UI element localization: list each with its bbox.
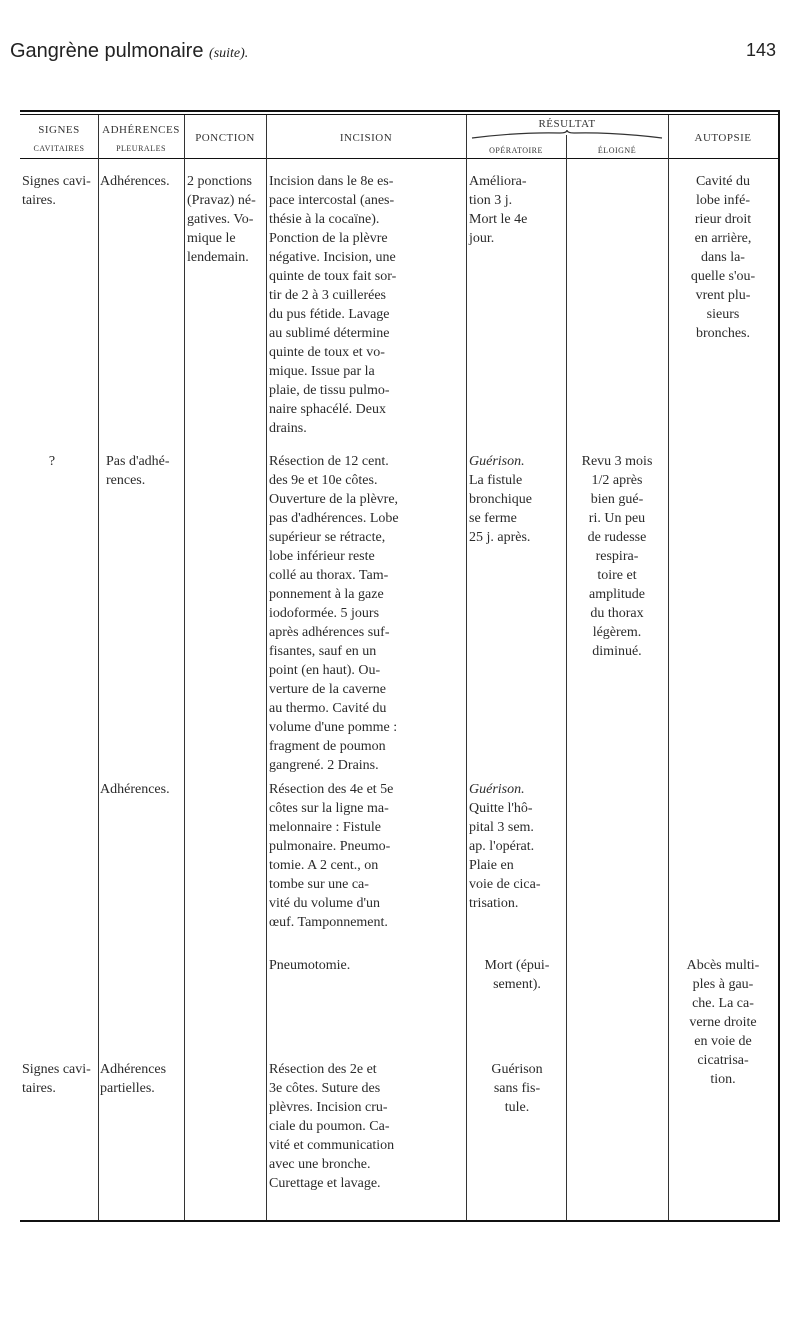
- result-detail: Quitte l'hô- pital 3 sem. ap. l'opérat. Plaie en voie de cica- trisation.: [469, 801, 541, 911]
- col-header-ponction-label: PONCTION: [195, 132, 255, 144]
- right-border: [778, 110, 780, 1222]
- col-header-incision: [266, 132, 466, 144]
- col-header-adherences: [98, 124, 184, 153]
- cell-signes: Signes cavi- taires.: [22, 174, 91, 208]
- cell-signes: ?: [48, 454, 56, 469]
- cell-adherences: Adhérences partielles.: [100, 1062, 167, 1096]
- col-header-resultat-label: RÉSULTAT: [538, 118, 596, 130]
- header-rule: [20, 158, 780, 159]
- cell-adherences: Adhérences.: [100, 782, 170, 797]
- col-header-eloigne: [566, 146, 668, 155]
- col-header-incision-label: INCISION: [339, 132, 393, 144]
- col-divider: [668, 115, 669, 1220]
- col-header-signes-label: SIGNES: [38, 124, 80, 136]
- page-number: 143: [745, 40, 776, 60]
- cell-operatoire: [469, 780, 565, 913]
- top-rule: [20, 110, 780, 112]
- col-header-resultat: [466, 118, 668, 130]
- cell-operatoire: [469, 452, 565, 547]
- col-divider: [266, 115, 267, 1220]
- col-divider: [466, 115, 467, 1220]
- cell-incision: Résection des 4e et 5e côtes sur la ligne ma- melonnaire : Fistule pulmonaire. Pneumo- tomie. A 2 cent., on tombe sur une ca- vité du volume d'un œuf. Tamponnement.: [269, 782, 394, 930]
- col-divider: [98, 115, 99, 1220]
- cell-autopsie: Abcès multi- ples à gau- che. La ca- verne droite en voie de cicatrisa- tion.: [686, 958, 760, 1087]
- running-title: [10, 40, 248, 63]
- col-divider: [566, 135, 567, 1220]
- cell-ponction: 2 ponctions (Pravaz) né- gatives. Vo- mique le lendemain.: [187, 174, 256, 265]
- col-divider: [184, 115, 185, 1220]
- result-detail: La fistule bronchique se ferme 25 j. après.: [469, 473, 532, 545]
- cell-incision: Pneumotomie.: [269, 958, 351, 973]
- result-title: Guérison.: [469, 454, 525, 469]
- cell-operatoire: Améliora- tion 3 j. Mort le 4e jour.: [469, 174, 528, 246]
- bottom-rule: [20, 1220, 780, 1222]
- col-header-signes-sub: CAVITAIRES: [33, 144, 85, 153]
- col-header-adherences-sub: PLEURALES: [116, 144, 166, 153]
- col-header-autopsie-label: AUTOPSIE: [694, 132, 752, 144]
- result-title: Guérison.: [469, 782, 525, 797]
- col-header-adherences-label: ADHÉRENCES: [102, 124, 180, 136]
- resultat-brace: [470, 130, 664, 140]
- cell-eloigne: Revu 3 mois 1/2 après bien gué- ri. Un peu de rudesse respira- toire et amplitude du thorax légèrem. diminué.: [581, 454, 653, 659]
- col-header-operatoire: [466, 146, 566, 155]
- cell-autopsie: Cavité du lobe infé- rieur droit en arrière, dans la- quelle s'ou- vrent plu- sieurs bronches.: [690, 174, 756, 341]
- cell-incision: Incision dans le 8e es- pace intercostal (anes- thésie à la cocaïne). Ponction de la plèvre négative. Incision, une quinte de toux fait sor- tir de 2 à 3 cuillerées du pus fétide. Lavage au sublimé détermine quinte de toux et vo- mique. Issue par la plaie, de tissu pulmo- naire sphacélé. Deux drains.: [269, 174, 397, 436]
- top-rule-thin: [20, 114, 780, 115]
- col-header-signes: [20, 124, 98, 153]
- col-header-operatoire-label: OPÉRATOIRE: [489, 146, 543, 155]
- cell-incision: Résection de 12 cent. des 9e et 10e côtes. Ouverture de la plèvre, pas d'adhérences. Lobe supérieur se rétracte, lobe inférieur reste collé au thorax. Tam- ponnement à la gaze iodoformée. 5 jours après adhérences suf- fisantes, sauf en un point (en haut). Ou- verture de la caverne au thermo. Cavité du volume d'une pomme : fragment de poumon gangrené. 2 Drains.: [269, 454, 399, 773]
- cell-incision: Résection des 2e et 3e côtes. Suture des plèvres. Incision cru- ciale du poumon. Ca- vité et communication avec une bronche. Curettage et lavage.: [269, 1062, 395, 1191]
- cell-adherences: Adhérences.: [100, 174, 170, 189]
- col-header-ponction: [184, 132, 266, 144]
- cell-operatoire: Guérison sans fis- tule.: [491, 1062, 543, 1115]
- cell-signes: Signes cavi- taires.: [22, 1062, 91, 1096]
- running-title-text: Gangrène pulmonaire: [10, 40, 204, 62]
- running-title-suffix: (suite).: [209, 46, 249, 61]
- resultat-brace-path: [472, 130, 662, 138]
- col-header-autopsie: [668, 132, 778, 144]
- cell-adherences: Pas d'adhé- rences.: [106, 454, 170, 488]
- cell-operatoire: Mort (épui- sement).: [484, 958, 550, 992]
- col-header-eloigne-label: ÉLOIGNÉ: [597, 146, 637, 155]
